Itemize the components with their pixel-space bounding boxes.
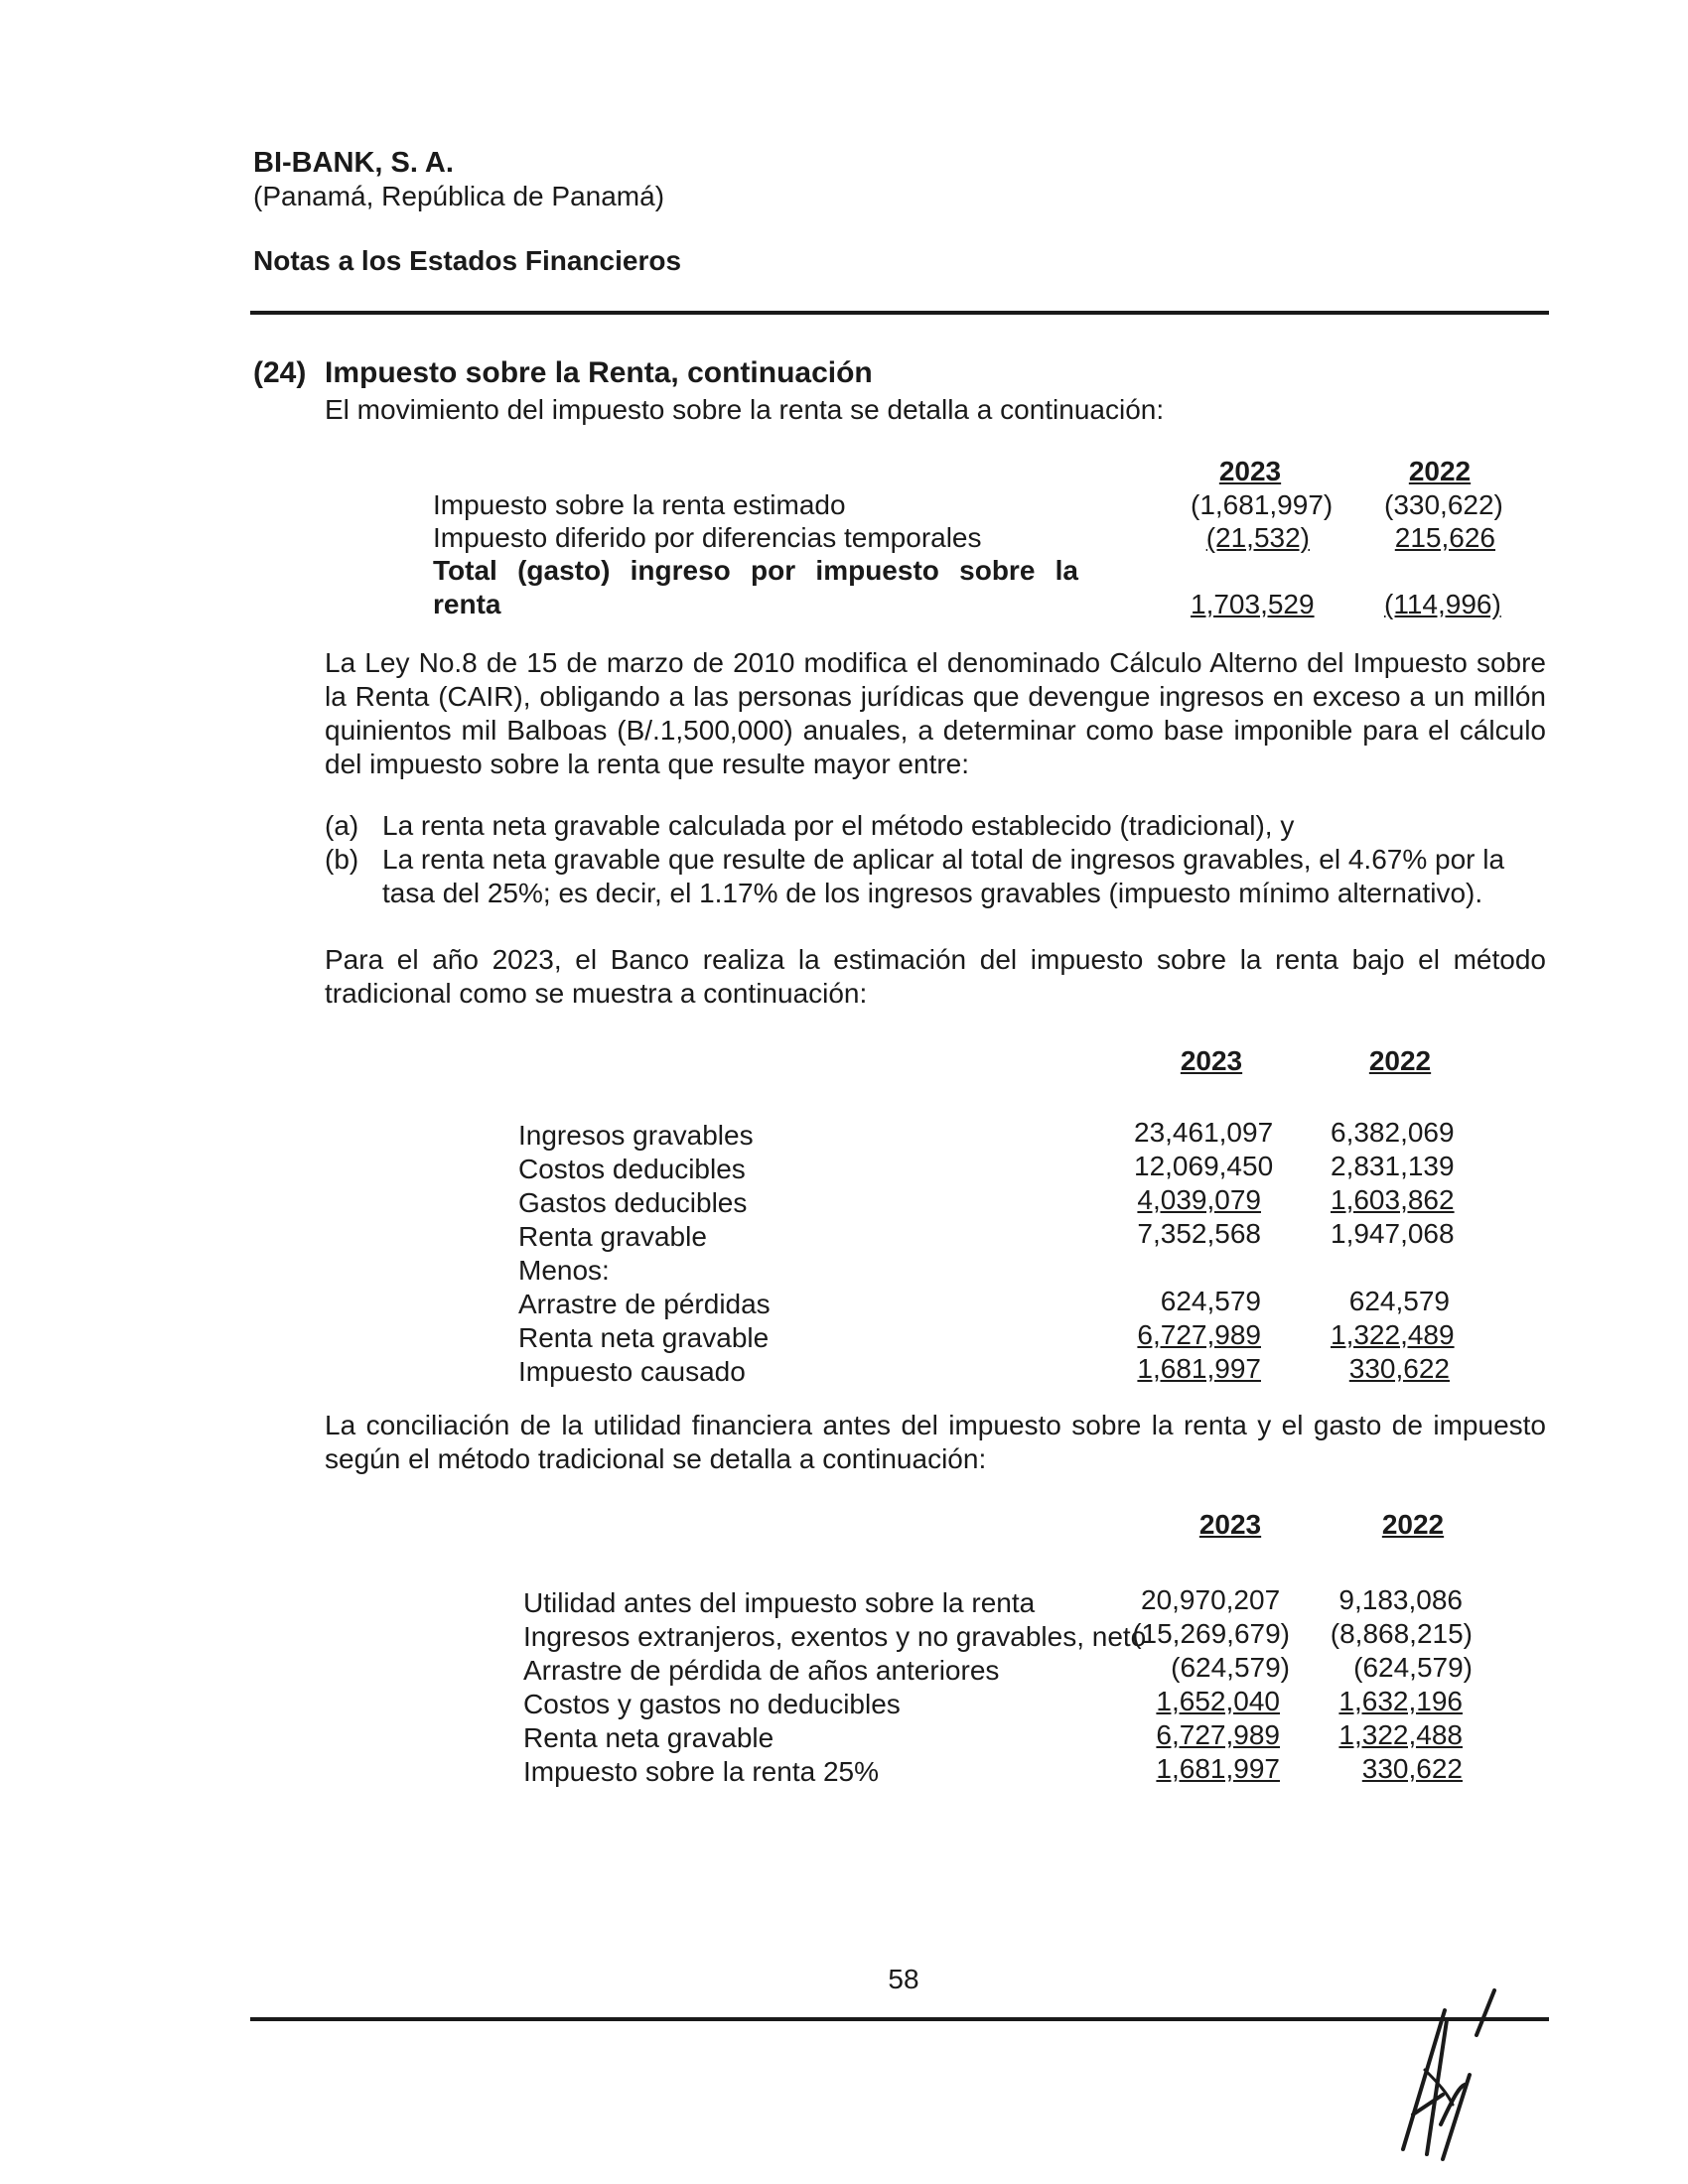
table-row (518, 1285, 1541, 1318)
page-number: 58 (888, 1964, 919, 1994)
section-number: (24) (253, 356, 307, 389)
row-label: Ingresos extranjeros, exentos y no gravables, neto (523, 1621, 1147, 1652)
list-text: La renta neta gravable que resulte de aplicar al total de ingresos gravables, el 4.67% por la tasa del 25%; es decir, el 1.17% de los ingresos gravables (impuesto mínimo alternativo). (382, 844, 1505, 908)
value-2023: (624,579) (1171, 1652, 1290, 1683)
value-2022: 1,947,068 (1331, 1218, 1455, 1249)
value-2022: 1,603,862 (1331, 1184, 1455, 1215)
column-header-2023: 2023 (1180, 1045, 1243, 1076)
list-item (325, 843, 1546, 910)
list-item (325, 809, 1546, 843)
value-2022: 1,322,489 (1331, 1319, 1455, 1350)
table-total-row (433, 554, 1545, 621)
column-header-2022: 2022 (1408, 456, 1472, 486)
table-row (518, 1318, 1541, 1352)
reconciliation-table (523, 1508, 1546, 1786)
section-title: Impuesto sobre la Renta, continuación (325, 356, 873, 389)
value-2023: (15,269,679) (1132, 1618, 1290, 1649)
value-2023: 1,681,997 (1137, 1353, 1261, 1384)
value-2022: (624,579) (1353, 1652, 1473, 1683)
value-2022: 1,322,488 (1338, 1719, 1463, 1750)
row-label: Costos y gastos no deducibles (523, 1689, 901, 1719)
value-2023: 6,727,989 (1156, 1719, 1280, 1750)
row-label: Renta neta gravable (523, 1722, 774, 1753)
value-2023: 1,652,040 (1156, 1686, 1280, 1716)
value-2023: 1,703,529 (1191, 589, 1315, 619)
row-label: Impuesto causado (518, 1356, 746, 1387)
list-text: La renta neta gravable calculada por el método establecido (tradicional), y (382, 810, 1295, 841)
value-2023: 1,681,997 (1156, 1753, 1280, 1784)
column-header-2022: 2022 (1368, 1045, 1432, 1076)
footer-divider (250, 2017, 1549, 2021)
table-row (523, 1583, 1546, 1617)
row-label: Gastos deducibles (518, 1187, 748, 1218)
column-header-2022: 2022 (1381, 1509, 1445, 1540)
signature-initials (1385, 1976, 1564, 2164)
table-row (518, 1251, 1541, 1285)
value-2023: 23,461,097 (1134, 1117, 1274, 1148)
value-2022: 624,579 (1348, 1286, 1450, 1316)
value-2022: 2,831,139 (1331, 1151, 1455, 1181)
value-2022: 330,622 (1348, 1353, 1450, 1384)
row-label: Impuesto diferido por diferencias temporales (433, 522, 982, 553)
list-marker: (a) (325, 810, 359, 841)
row-label: Ingresos gravables (518, 1120, 754, 1151)
method-paragraph: Para el año 2023, el Banco realiza la estimación del impuesto sobre la renta bajo el método tradicional como se muestra a continuación: (325, 944, 1546, 1009)
section-intro: El movimiento del impuesto sobre la renta se detalla a continuación: (325, 394, 1165, 425)
value-2022: (8,868,215) (1330, 1618, 1473, 1649)
company-location: (Panamá, República de Panamá) (253, 181, 665, 211)
value-2022: 9,183,086 (1338, 1584, 1463, 1615)
value-2023: 6,727,989 (1137, 1319, 1261, 1350)
row-label: Impuesto sobre la renta 25% (523, 1756, 879, 1787)
value-2023: 624,579 (1160, 1286, 1261, 1316)
table-row (518, 1150, 1541, 1183)
table-row (518, 1352, 1541, 1386)
table-row (433, 521, 1545, 554)
row-label: Renta gravable (518, 1221, 707, 1252)
criteria-list (325, 809, 1546, 910)
table-row (523, 1651, 1546, 1685)
value-2022: 215,626 (1394, 522, 1495, 553)
row-label: Costos deducibles (518, 1154, 746, 1184)
row-label: Menos: (518, 1255, 610, 1286)
row-label: Arrastre de pérdida de años anteriores (523, 1655, 1000, 1686)
value-2022: 1,632,196 (1338, 1686, 1463, 1716)
value-2023: (1,681,997) (1191, 489, 1334, 520)
table-row (518, 1217, 1541, 1251)
table-header-row (523, 1508, 1546, 1583)
column-header-2023: 2023 (1198, 1509, 1262, 1540)
table-row (433, 488, 1545, 521)
list-marker: (b) (325, 844, 359, 875)
table-header-row (433, 455, 1545, 488)
table-row (518, 1116, 1541, 1150)
value-2023: (21,532) (1205, 522, 1310, 553)
table-row (523, 1718, 1546, 1752)
row-label: Renta neta gravable (518, 1322, 770, 1353)
reconciliation-paragraph: La conciliación de la utilidad financiera antes del impuesto sobre la renta y el gasto de impuesto según el método tradicional se detalla a continuación: (325, 1410, 1546, 1474)
tax-estimate-table (518, 1044, 1541, 1386)
value-2022: (330,622) (1384, 489, 1503, 520)
law-paragraph: La Ley No.8 de 15 de marzo de 2010 modifica el denominado Cálculo Alterno del Impuesto sobre la Renta (CAIR), obligando a las personas jurídicas que devengue ingresos en exceso a un millón quinientos mil Balboas (B/.1,500,000) anuales, a determinar como base imponible para el cálculo del impuesto sobre la renta que resulte mayor entre: (325, 647, 1546, 779)
value-2022: 6,382,069 (1331, 1117, 1455, 1148)
section-heading (253, 356, 873, 390)
document-title: Notas a los Estados Financieros (253, 245, 682, 276)
tax-movement-table (433, 455, 1545, 621)
value-2023: 20,970,207 (1141, 1584, 1281, 1615)
table-header-row (518, 1044, 1541, 1116)
row-label: Utilidad antes del impuesto sobre la renta (523, 1587, 1036, 1618)
table-row (523, 1752, 1546, 1786)
table-row (518, 1183, 1541, 1217)
company-name: BI-BANK, S. A. (253, 147, 454, 179)
value-2023: 4,039,079 (1137, 1184, 1261, 1215)
value-2022: 330,622 (1361, 1753, 1463, 1784)
value-2023: 12,069,450 (1134, 1151, 1274, 1181)
value-2023: 7,352,568 (1137, 1218, 1261, 1249)
value-2022: (114,996) (1384, 589, 1501, 619)
table-row (523, 1685, 1546, 1718)
row-label: Arrastre de pérdidas (518, 1289, 771, 1319)
column-header-2023: 2023 (1218, 456, 1282, 486)
header-divider (250, 311, 1549, 315)
row-label: Impuesto sobre la renta estimado (433, 489, 846, 520)
row-label: Total (gasto) ingreso por impuesto sobre la renta (433, 555, 1078, 619)
table-row (523, 1617, 1546, 1651)
